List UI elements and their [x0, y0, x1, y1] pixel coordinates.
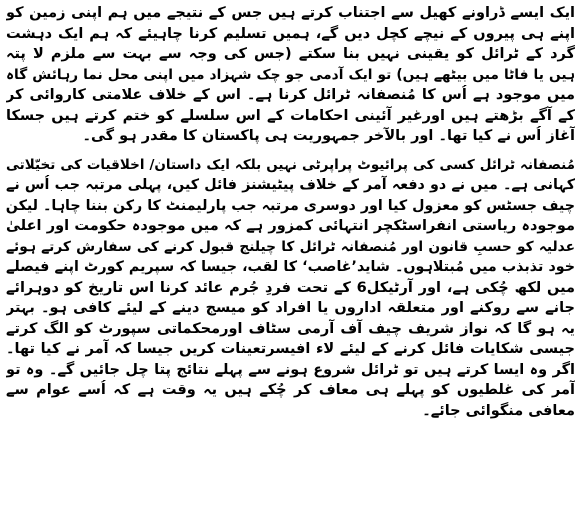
- text-line: اپنے ہی پیروں کے نیچے کچل دیں گے، ہمیں تسلیم کرنا چاہیئے کہ ہم ایک دہشت: [6, 25, 575, 42]
- text-line: ایک ایسے ڈراونے کھیل سے اجتناب کرتے ہیں جس کے نتیجے میں ہم اپنی زمین کو: [6, 5, 575, 21]
- text-line: موجودہ ریاستی انفراسٹکچر انتہائی کمزور ہے کہ میں موجودہ حکومت اور اعلیٰ: [6, 218, 575, 234]
- text-line: خود تذبذب میں مُبتلاہوں۔ شاید’غاصب‘ کا لقب، جیسا کہ سپریم کورٹ اپنے فیصلے: [6, 259, 575, 275]
- text-line: میں لکھ چُکی ہے، اور آرٹیکل6 کے تحت فردِ جُرم عائد کرنا اس تاریخ کو دوہرائے: [6, 279, 575, 296]
- document-body: [6, 3, 575, 421]
- text-line: ہیں یا فاٹا میں بیٹھے ہیں) تو ایک آدمی جو چک شہزاد میں اپنی محل نما رہائش گاہ: [6, 66, 575, 83]
- text-line: گرد کے ٹرائل کو یقینی نہیں بنا سکتے (جس کی وجہ سے بہت سے ملزم لا پتہ: [6, 46, 575, 62]
- text-line: مُنصفانہ ٹرائل کسی کی پرائیوٹ پراپرٹی نہیں بلکہ ایک داستان/ اخلاقیات کی تخیّلاتی: [6, 156, 575, 173]
- text-line: جیسی شکایات فائل کرنے کے لیئے لاء افیسرتعینات کریں جیسا کہ آمر نے کیا تھا۔: [6, 341, 575, 357]
- text-line: آمر کی غلطیوں کو پہلے ہی معاف کر چُکے ہیں یہ وقت ہے کہ اُسے عوام سے: [6, 382, 575, 398]
- text-line: چیف جسٹس کو معزول کیا اور دوسری مرتبہ جب پارلیمنٹ کا رکن بننا چاہا۔ لیکن: [6, 197, 575, 214]
- text-line: کے آگے بڑھتے ہیں اورغیر آئینی احکامات کے اس سلسلے کو ختم کرتے ہیں جسکا: [6, 107, 575, 124]
- text-line: معافی منگوائی جائے۔: [422, 402, 575, 419]
- text-line: کہانی ہے۔ میں نے دو دفعہ آمر کے خلاف پیٹیشنز فائل کیں، پہلی مرتبہ جب اُس نے: [6, 177, 575, 193]
- text-line: عدلیہ کو حسبِ قانون اور مُنصفانہ ٹرائل کا چیلنج قبول کرنے کی سفارش کرتے ہوئے: [6, 238, 575, 255]
- paragraph: [6, 155, 575, 422]
- text-line: یہ ہو گا کہ نواز شریف چیف آف آرمی سٹاف اورمحکماتی سپورٹ کو الگ کرتے: [6, 320, 575, 337]
- text-line: جانے سے روکنے اور متعلقہ اداروں یا افراد کو میسج دینے کے لیئے کافی ہو۔ بہتر: [6, 300, 575, 316]
- text-line: آغاز اُس نے کیا تھا۔ اور بالآخر جمہوریت ہی پاکستان کا مقدر ہو گی۔: [82, 128, 575, 144]
- text-line: میں موجود ہے اُس کا مُنصفانہ ٹرائل کرنا ہے۔ اس کے خلاف علامتی کاروائی کر: [6, 87, 575, 103]
- text-line: اگر وہ ایسا کرتے ہیں تو ٹرائل شروع ہونے سے پہلے نتائج پتا چل جائیں گے۔ وہ تو: [6, 361, 575, 378]
- paragraph: [6, 3, 575, 147]
